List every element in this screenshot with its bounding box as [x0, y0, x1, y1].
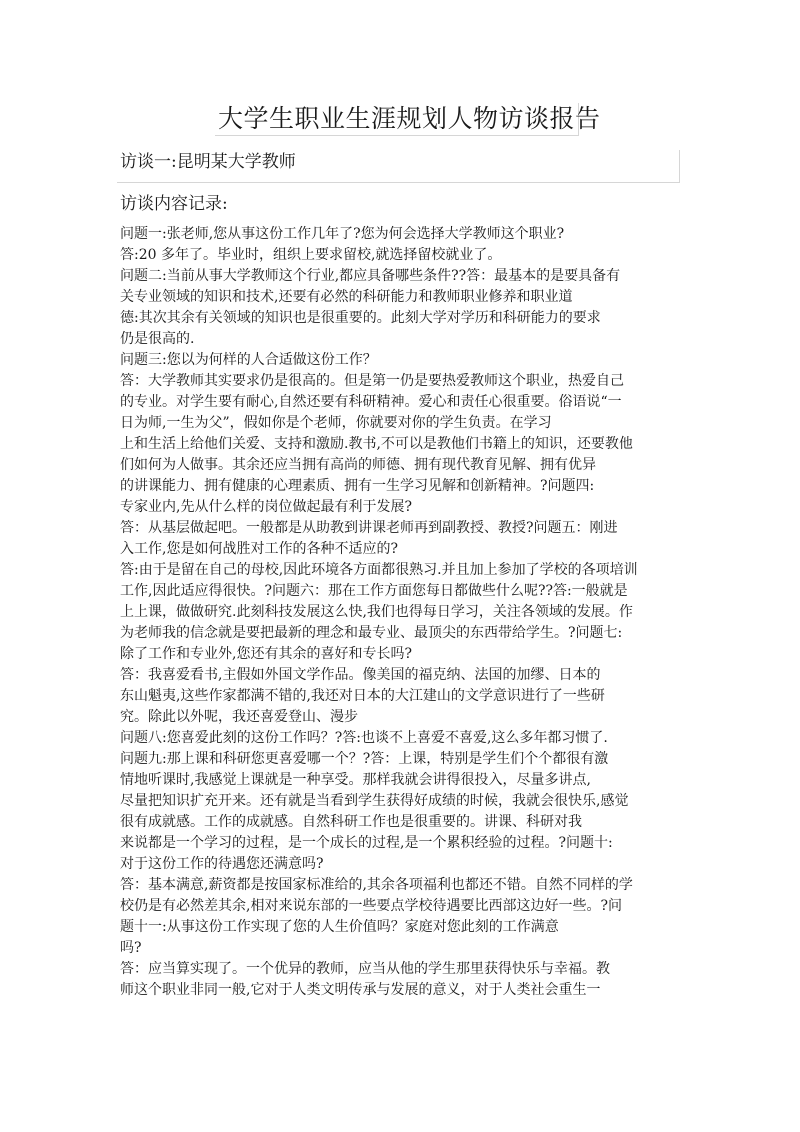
text-line: 答:由于是留在自己的母校,因此环境各方面都很熟习.并且加上参加了学校的各项培训: [120, 562, 638, 578]
text-line: 吗?: [120, 940, 142, 956]
interview-subtitle: 访谈一:昆明某大学教师: [120, 152, 296, 172]
text-line: 对于这份工作的待遇您还满意吗?: [120, 856, 324, 872]
text-line: 德:其次其余有关领域的知识也是很重要的。此刻大学对学历和科研能力的要求: [120, 310, 601, 326]
text-line: 问题三:您以为何样的人合适做这份工作？: [120, 352, 377, 368]
text-line: 东山魁夷,这些作家都满不错的,我还对日本的大江建山的文学意识进行了一些研: [120, 688, 605, 704]
text-line: 答：大学教师其实要求仍是很高的。但是第一仍是要热爱教师这个职业，热爱自己: [120, 373, 624, 389]
text-line: 日为师,一生为父”，假如你是个老师，你就要对你的学生负责。在学习: [120, 415, 552, 431]
text-line: 关专业领域的知识和技术,还要有必然的科研能力和教师职业修养和职业道: [120, 289, 573, 305]
text-line: 为老师我的信念就是要把最新的理念和最专业、最顶尖的东西带给学生。?问题七:: [120, 625, 623, 641]
text-line: 入工作,您是如何战胜对工作的各种不适应的?: [120, 541, 398, 557]
text-line: 问题一:张老师,您从事这份工作几年了?您为何会选择大学教师这个职业?: [120, 226, 565, 242]
text-line: 很有成就感。工作的成就感。自然科研工作也是很重要的。讲课、科研对我: [120, 814, 582, 830]
text-line: 的讲课能力、拥有健康的心理素质、拥有一生学习见解和创新精神。?问题四:: [120, 478, 595, 494]
text-line: 答：从基层做起吧。一般都是从助教到讲课老师再到副教授、教授?问题五：刚进: [120, 520, 618, 536]
text-line: 问题九:那上课和科研您更喜爱哪一个？?答：上课，特别是学生们个个都很有激: [120, 751, 609, 767]
text-line: 上上课，做做研究.此刻科技发展这么快,我们也得每日学习，关注各领域的发展。作: [120, 604, 633, 620]
text-line: 上和生活上给他们关爱、支持和激励.教书,不可以是教他们书籍上的知识，还要教他: [120, 436, 633, 452]
section-heading: 访谈内容记录:: [120, 194, 228, 214]
text-line: 情地听课时,我感觉上课就是一种享受。那样我就会讲得很投入，尽量多讲点,: [120, 772, 591, 788]
text-line: 题十一:从事这份工作实现了您的人生价值吗？家庭对您此刻的工作满意: [120, 919, 559, 935]
text-line: 问题二:当前从事大学教师这个行业,都应具备哪些条件??答：最基本的是要具备有: [120, 268, 621, 284]
text-line: 的专业。对学生要有耐心,自然还要有科研精神。爱心和责任心很重要。俗语说“一: [120, 394, 622, 410]
text-line: 师这个职业非同一般,它对于人类文明传承与发展的意义，对于人类社会重生一: [120, 982, 601, 998]
text-line: 尽量把知识扩充开来。还有就是当看到学生获得好成绩的时候，我就会很快乐,感觉: [120, 793, 629, 809]
text-line: 专家业内,先从什么样的岗位做起最有利于发展?: [120, 499, 412, 515]
text-line: 工作,因此适应得很快。?问题六：那在工作方面您每日都做些什么呢??答:一般就是: [120, 583, 628, 599]
text-line: 校仍是有必然差其余,相对来说东部的一些要点学校待遇要比西部这边好一些。?问: [120, 898, 622, 914]
text-line: 答：我喜爱看书,主假如外国文学作品。像美国的福克纳、法国的加缪、日本的: [120, 667, 601, 683]
text-line: 究。除此以外呢，我还喜爱登山、漫步: [120, 709, 358, 725]
text-line: 们如何为人做事。其余还应当拥有高尚的师德、拥有现代教育见解、拥有优异: [120, 457, 596, 473]
text-line: 仍是很高的.: [120, 331, 195, 347]
text-line: 答：基本满意,薪资都是按国家标准给的,其余各项福利也都还不错。自然不同样的学: [120, 877, 633, 893]
text-line: 除了工作和专业外,您还有其余的喜好和专长吗?: [120, 646, 412, 662]
text-line: 来说都是一个学习的过程，是一个成长的过程,是一个累积经验的过程。?问题十:: [120, 835, 613, 851]
interview-body: [120, 224, 665, 1001]
text-line: 答：应当算实现了。一个优异的教师，应当从他的学生那里获得快乐与幸福。教: [120, 961, 610, 977]
text-line: 问题八:您喜爱此刻的这份工作吗？?答:也谈不上喜爱不喜爱,这么多年都习惯了.: [120, 730, 608, 746]
document-title: 大学生职业生涯规划人物访谈报告: [218, 104, 601, 133]
text-line: 答:20 多年了。毕业时，组织上要求留校,就选择留校就业了。: [120, 247, 502, 263]
